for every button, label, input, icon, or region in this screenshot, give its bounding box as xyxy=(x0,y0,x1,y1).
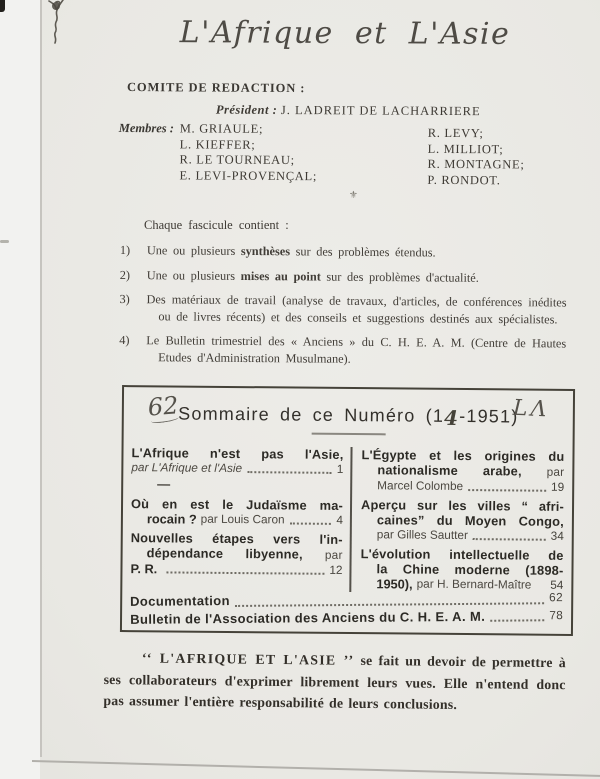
toc-byline-row xyxy=(130,561,342,578)
toc-title: Aperçu sur les villes “ afri- xyxy=(360,497,565,514)
list-item xyxy=(119,332,566,369)
toc-byline-row xyxy=(131,460,343,477)
toc-title-cont: caines” du Moyen Congo, xyxy=(376,512,564,529)
page-number: 1 xyxy=(336,461,344,476)
toc-title-cont: nationalisme arabe, par xyxy=(377,462,565,479)
dot-leader xyxy=(468,489,546,492)
toc-title: L'évolution intellectuelle de xyxy=(360,546,564,563)
fleuron-icon: ⚜ xyxy=(349,190,358,201)
toc-author: Marcel Colombe xyxy=(377,478,464,494)
members-right-column xyxy=(427,126,524,189)
toc-entry xyxy=(131,445,343,477)
item-text: Des matériaux de travail (analyse de travaux, d'articles, de conférences inédites ou de livres récents) et des conseils et suggestions destinés aux spécialistes. xyxy=(146,292,567,326)
item-number: 4) xyxy=(119,332,130,348)
dot-leader xyxy=(290,522,332,524)
item-text: Une ou plusieurs synthèses sur des problèmes étendus. xyxy=(146,243,436,260)
toc-entry xyxy=(361,447,564,495)
toc-title-cont: la Chine moderne (1898- xyxy=(376,561,564,578)
toc-author: par H. Bernard-Maître xyxy=(416,576,532,592)
member-name: L. KIEFFER; xyxy=(179,136,256,152)
toc-byline-row xyxy=(131,511,343,528)
separator-dash: — xyxy=(157,476,171,492)
dot-leader xyxy=(166,571,324,574)
toc-title: Nouvelles étapes vers l'in- xyxy=(130,530,343,547)
list-item xyxy=(119,291,566,328)
item-text: Le Bulletin trimestriel des « Anciens » du C. H. E. A. M. (Centre de Hautes Etudes d'Administration Musulmane). xyxy=(146,333,567,366)
toc-right-column xyxy=(351,447,564,594)
toc-title: Où en est le Judaïsme ma- xyxy=(130,496,344,513)
toc-author: P. R. xyxy=(130,561,158,577)
toc-title-cont: dépendance libyenne, par xyxy=(146,545,343,562)
member-name: R. LEVY; xyxy=(427,125,484,141)
page-left-margin xyxy=(0,0,40,779)
toc-entry xyxy=(130,530,342,578)
page-bottom-edge xyxy=(32,760,600,777)
president-label: Président : xyxy=(215,102,278,117)
members-label: Membres : xyxy=(118,120,175,136)
president-name: J. LADREIT DE LACHARRIERE xyxy=(280,102,481,119)
sommaire-box xyxy=(120,385,575,636)
journal-title: L'Afrique et L'Asie xyxy=(179,15,511,52)
sommaire-title: Sommaire de ce Numéro (14-1951) xyxy=(178,403,519,430)
list-item xyxy=(120,266,567,286)
page-fold-line xyxy=(40,0,42,757)
page-number: 62 xyxy=(549,590,564,605)
member-name: M. GRIAULE; xyxy=(179,121,264,136)
toc-byline: par Louis Caron xyxy=(200,511,285,527)
toc-row-label: Bulletin de l'Association des Anciens du C. H. E. A. M. xyxy=(130,608,486,627)
editorial-text: se fait un devoir de permettre à ses collaborateurs d'exprimer librement leurs vues. Elle n'entend donc pas assumer l'entière responsabilité de leurs conclusions. xyxy=(103,652,566,713)
dot-leader xyxy=(490,619,544,621)
toc-entry xyxy=(131,496,343,528)
committee-heading: COMITE DE REDACTION : xyxy=(126,80,306,96)
dot-leader xyxy=(235,602,544,607)
contents-intro: Chaque fascicule contient : xyxy=(144,218,289,232)
toc-left-column xyxy=(130,445,350,592)
toc-title-cont: rocain ? xyxy=(146,511,197,527)
member-name: P. RONDOT. xyxy=(427,172,501,188)
item-text: Une ou plusieurs mises au point sur des problèmes d'actualité. xyxy=(146,267,479,285)
page-number: 54 xyxy=(550,577,564,592)
toc-entry xyxy=(360,546,563,593)
president-line xyxy=(216,103,481,120)
toc-author: par Gilles Sautter xyxy=(376,527,468,543)
page-number: 12 xyxy=(329,562,343,577)
list-item xyxy=(120,242,567,262)
item-number: 2) xyxy=(119,267,131,282)
toc-bottom-rows xyxy=(130,589,563,628)
member-name: R. MONTAGNE; xyxy=(427,157,525,172)
member-name: R. LE TOURNEAU; xyxy=(179,152,295,168)
title-underline xyxy=(311,433,385,436)
toc-row xyxy=(130,607,563,628)
item-number: 1) xyxy=(119,242,131,258)
toc-byline-row xyxy=(361,478,564,495)
dot-leader xyxy=(247,471,332,474)
handwritten-number: 62 xyxy=(146,391,180,422)
scan-edge-mark xyxy=(0,240,9,243)
toc-byline: par L'Afrique et l'Asie xyxy=(131,460,243,476)
member-name: E. LEVI-PROVENÇAL; xyxy=(179,168,318,183)
member-name: L. MILLIOT; xyxy=(427,141,504,156)
contents-list xyxy=(119,242,567,377)
page-number: 19 xyxy=(551,479,565,494)
handwritten-initials: LΛ xyxy=(511,395,550,423)
scan-corner-mark xyxy=(0,0,5,12)
toc-row-label: Documentation xyxy=(130,593,230,609)
page-number: 34 xyxy=(550,528,564,543)
page-number: 78 xyxy=(549,607,564,622)
toc-byline-row xyxy=(361,527,564,544)
members-left-column xyxy=(179,121,317,184)
handwritten-digit: 4 xyxy=(443,405,460,430)
dot-leader xyxy=(473,538,546,541)
toc-title: L'Égypte et les origines du xyxy=(361,447,565,464)
toc-title-end: 1950), xyxy=(376,576,413,592)
toc-title: L'Afrique n'est pas l'Asie, xyxy=(131,445,344,462)
page-number: 4 xyxy=(336,512,343,527)
journal-name-quoted: ‘‘ L'AFRIQUE ET L'ASIE ’’ xyxy=(141,650,355,668)
toc-entry xyxy=(361,497,564,544)
editorial-note xyxy=(103,647,566,717)
pencil-scribble xyxy=(35,0,95,60)
toc-columns xyxy=(130,445,564,594)
item-number: 3) xyxy=(119,291,130,307)
